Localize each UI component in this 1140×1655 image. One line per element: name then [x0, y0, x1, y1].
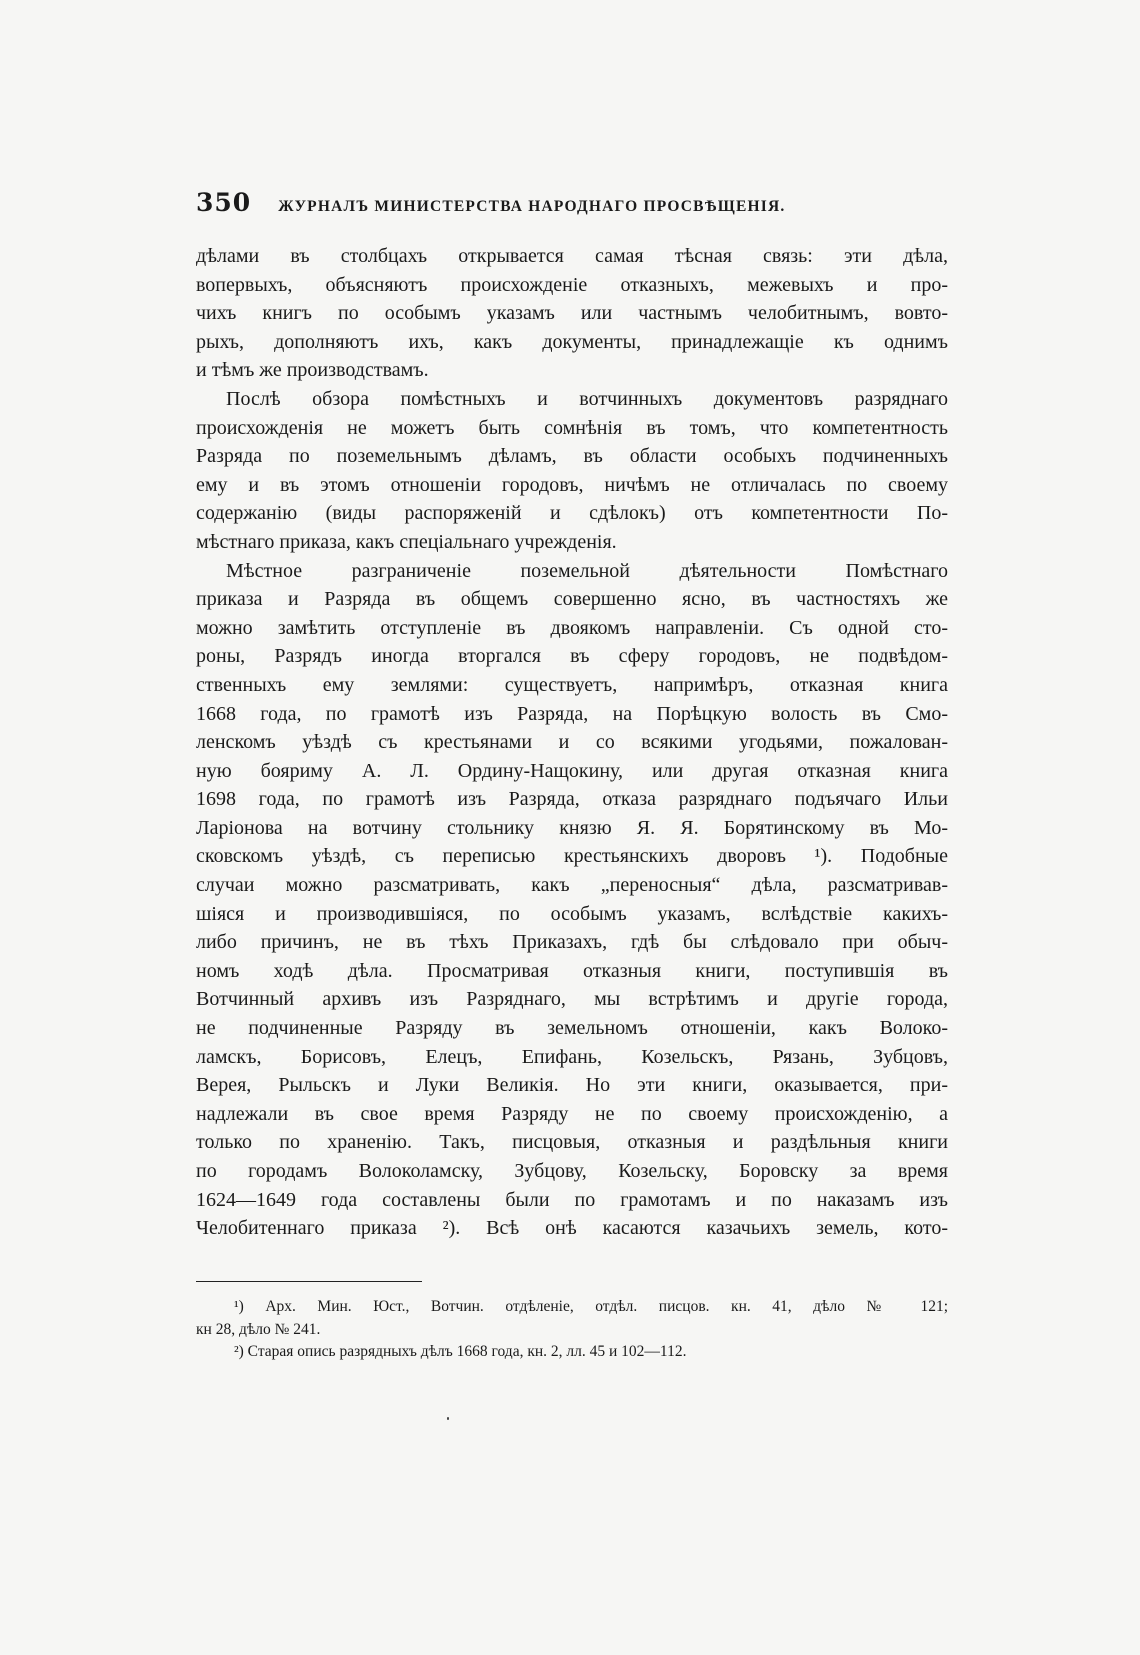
- text-line: только по храненію. Такъ, писцовыя, отказныя и раздѣльныя книги: [196, 1131, 948, 1154]
- text-line: шіяся и производившіяся, по особымъ указамъ, вслѣдствіе какихъ-: [196, 902, 948, 925]
- ink-speck: [447, 1417, 449, 1420]
- text-line: Вотчинный архивъ изъ Разряднаго, мы встрѣтимъ и другіе города,: [196, 988, 948, 1011]
- text-line: 1668 года, по грамотѣ изъ Разряда, на Порѣцкую волость въ Смо-: [196, 702, 948, 725]
- text-line: дѣлами въ столбцахъ открывается самая тѣсная связь: эти дѣла,: [196, 245, 948, 267]
- footnote-line: ¹) Арх. Мин. Юст., Вотчин. отдѣленіе, отдѣл. писцов. кн. 41, дѣло № 121;: [234, 1298, 948, 1315]
- text-line: происхожденія не можетъ быть сомнѣнія въ томъ, что компетентность: [196, 416, 948, 439]
- text-line: чихъ книгъ по особымъ указамъ или частнымъ челобитнымъ, вовто-: [196, 302, 948, 325]
- text-line: ему и въ этомъ отношеніи городовъ, ничѣмъ не отличалась по своему: [196, 473, 948, 496]
- page-header: [196, 188, 956, 218]
- text-line: роны, Разрядъ иногда вторгался въ сферу городовъ, не подвѣдом-: [196, 645, 948, 668]
- text-line: Верея, Рыльскъ и Луки Великія. Но эти книги, оказывается, при-: [196, 1074, 948, 1097]
- footnote-line: ²) Старая опись разрядныхъ дѣлъ 1668 года, кн. 2, лл. 45 и 102—112.: [234, 1343, 687, 1360]
- text-line: ственныхъ ему землями: существуетъ, напримѣръ, отказная книга: [196, 673, 948, 696]
- text-line: Разряда по поземельнымъ дѣламъ, въ области особыхъ подчиненныхъ: [196, 445, 948, 468]
- text-line: Послѣ обзора помѣстныхъ и вотчинныхъ документовъ разряднаго: [226, 387, 948, 410]
- text-line: сковскомъ уѣздѣ, съ переписью крестьянскихъ дворовъ ¹). Подобные: [196, 845, 948, 868]
- text-line: надлежали въ свое время Разряду не по своему происхожденію, а: [196, 1102, 948, 1125]
- text-line: Мѣстное разграниченіе поземельной дѣятельности Помѣстнаго: [226, 559, 948, 582]
- footnotes: [196, 1296, 948, 1364]
- text-line: по городамъ Волоколамску, Зубцову, Козельску, Боровску за время: [196, 1160, 948, 1182]
- text-line: 1624—1649 года составлены были по грамотамъ и по наказамъ изъ: [196, 1188, 948, 1211]
- text-line: номъ ходѣ дѣла. Просматривая отказныя книги, поступившія въ: [196, 959, 948, 982]
- text-line: ламскъ, Борисовъ, Елецъ, Епифань, Козельскъ, Рязань, Зубцовъ,: [196, 1045, 948, 1068]
- text-line: можно замѣтить отступленіе въ двоякомъ направленіи. Съ одной сто-: [196, 616, 948, 639]
- text-line: приказа и Разряда въ общемъ совершенно ясно, въ частностяхъ же: [196, 588, 948, 611]
- text-line: ную бояриму А. Л. Ордину-Нащокину, или другая отказная книга: [196, 759, 948, 782]
- text-line: Челобитеннаго приказа ²). Всѣ онѣ касаются казачьихъ земель, кото-: [196, 1217, 948, 1240]
- page-number: 350: [196, 188, 252, 217]
- text-line: рыхъ, дополняютъ ихъ, какъ документы, принадлежащіе къ однимъ: [196, 330, 948, 353]
- text-line: случаи можно разсматривать, какъ „переносныя“ дѣла, разсматривав-: [196, 874, 948, 897]
- footnote-divider: [196, 1281, 422, 1282]
- footnote-line: кн 28, дѣло № 241.: [196, 1320, 321, 1338]
- text-line: мѣстнаго приказа, какъ спеціальнаго учрежденія.: [196, 530, 617, 553]
- text-line: содержанію (виды распоряженій и сдѣлокъ) отъ компетентности По-: [196, 502, 948, 525]
- body-text: [196, 242, 948, 1243]
- text-line: Ларіонова на вотчину стольнику князю Я. Я. Борятинскому въ Мо-: [196, 816, 948, 839]
- text-line: ленскомъ уѣздѣ съ крестьянами и со всякими угодьями, пожалован-: [196, 731, 948, 754]
- text-line: 1698 года, по грамотѣ изъ Разряда, отказа разряднаго подъячаго Ильи: [196, 788, 948, 811]
- text-line: и тѣмъ же производствамъ.: [196, 359, 429, 382]
- text-line: не подчиненные Разряду въ земельномъ отношеніи, какъ Волоко-: [196, 1017, 948, 1040]
- running-title: ЖУРНАЛЪ МИНИСТЕРСТВА НАРОДНАГО ПРОСВѢЩЕНІЯ.: [278, 198, 786, 215]
- text-line: вопервыхъ, объясняютъ происхожденіе отказныхъ, межевыхъ и про-: [196, 273, 948, 296]
- text-line: либо причинъ, не въ тѣхъ Приказахъ, гдѣ бы слѣдовало при обыч-: [196, 931, 948, 954]
